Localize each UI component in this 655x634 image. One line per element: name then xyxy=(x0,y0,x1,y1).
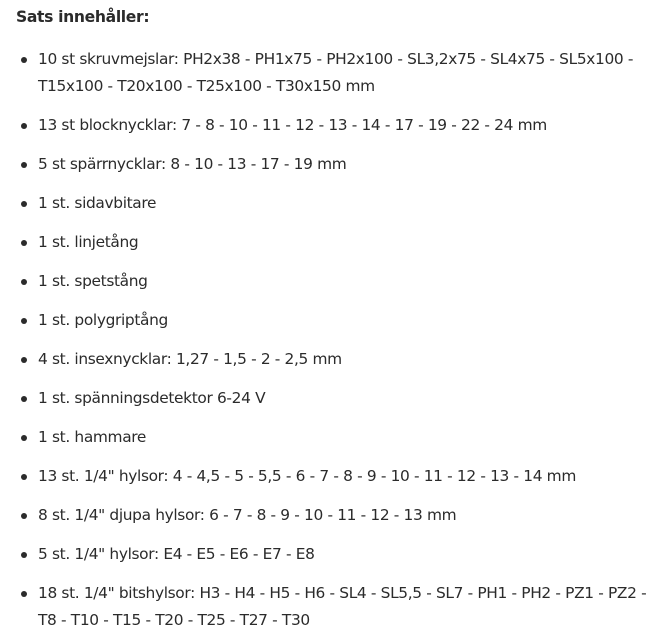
list-item: 1 st. linjetång xyxy=(16,229,647,256)
list-item: 1 st. sidavbitare xyxy=(16,190,647,217)
list-item: 5 st spärrnycklar: 8 - 10 - 13 - 17 - 19 mm xyxy=(16,151,647,178)
list-item: 1 st. hammare xyxy=(16,424,647,451)
list-item: 13 st blocknycklar: 7 - 8 - 10 - 11 - 12 - 13 - 14 - 17 - 19 - 22 - 24 mm xyxy=(16,112,647,139)
list-item: 13 st. 1/4" hylsor: 4 - 4,5 - 5 - 5,5 - 6 - 7 - 8 - 9 - 10 - 11 - 12 - 13 - 14 mm xyxy=(16,463,647,490)
list-item: 1 st. spänningsdetektor 6-24 V xyxy=(16,385,647,412)
list-item: 8 st. 1/4" djupa hylsor: 6 - 7 - 8 - 9 - 10 - 11 - 12 - 13 mm xyxy=(16,502,647,529)
list-item: 1 st. polygriptång xyxy=(16,307,647,334)
contents-list xyxy=(16,46,647,634)
list-item: 18 st. 1/4" bitshylsor: H3 - H4 - H5 - H6 - SL4 - SL5,5 - SL7 - PH1 - PH2 - PZ1 - PZ2 - T8 - T10 - T15 - T20 - T25 - T27 - T30 xyxy=(16,580,647,634)
list-item: 5 st. 1/4" hylsor: E4 - E5 - E6 - E7 - E8 xyxy=(16,541,647,568)
list-item: 4 st. insexnycklar: 1,27 - 1,5 - 2 - 2,5 mm xyxy=(16,346,647,373)
list-item: 10 st skruvmejslar: PH2x38 - PH1x75 - PH2x100 - SL3,2x75 - SL4x75 - SL5x100 - T15x100 - T20x100 - T25x100 - T30x150 mm xyxy=(16,46,647,100)
section-heading: Sats innehåller: xyxy=(16,8,150,26)
list-item: 1 st. spetstång xyxy=(16,268,647,295)
